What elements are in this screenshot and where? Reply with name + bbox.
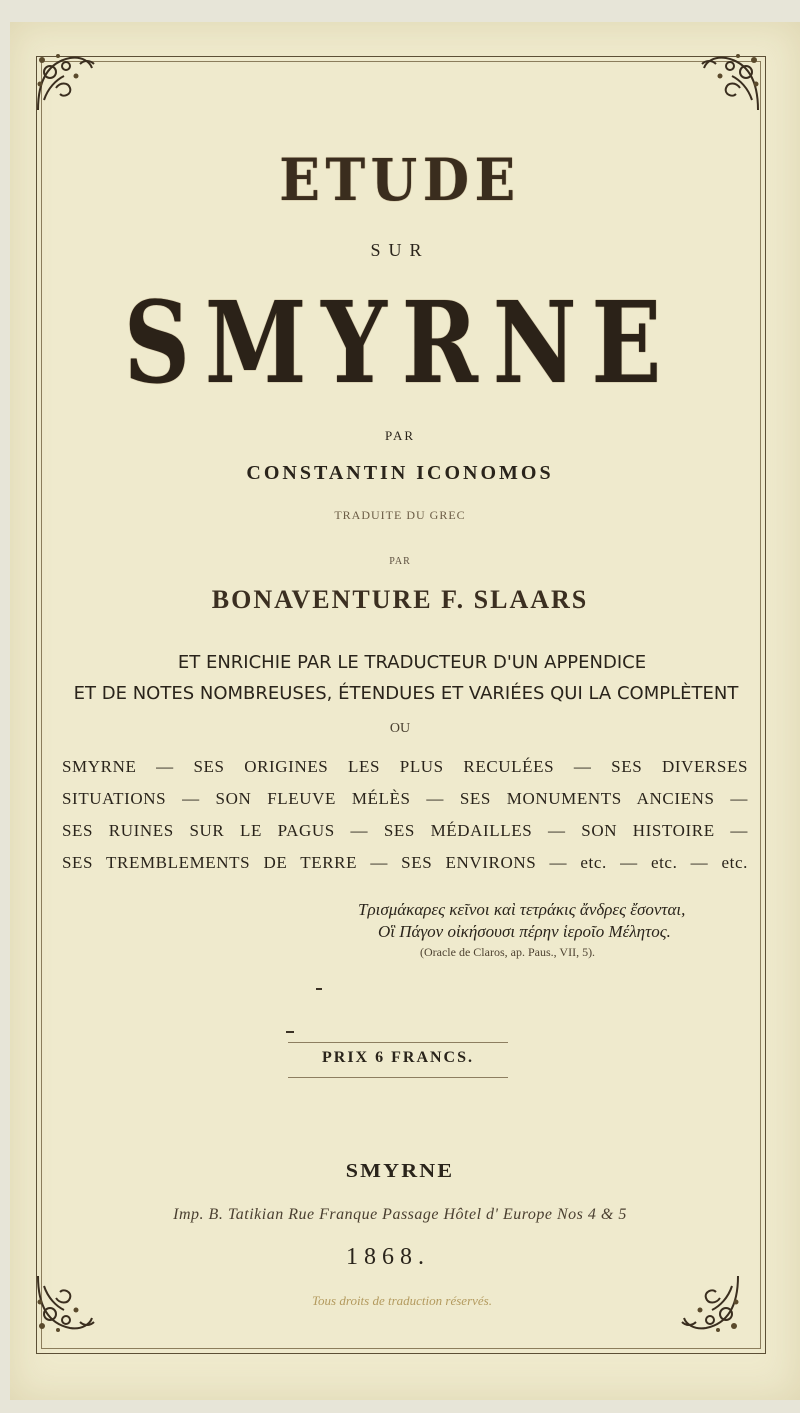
enrichment-line-1: ET ENRICHIE PAR LE TRADUCTEUR D'UN APPENDICE — [177, 652, 647, 673]
by-label: PAR — [384, 428, 416, 443]
corner-ornament-top-right — [696, 48, 766, 118]
epigraph-source: (Oracle de Claros, ap. Paus., VII, 5). — [420, 945, 596, 959]
subtitle-line-2: SITUATIONS — SON FLEUVE MÉLÈS — SES MONUMENTS ANCIENS — — [62, 789, 748, 808]
subtitle-line-3: SES RUINES SUR LE PAGUS — SES MÉDAILLES — SON HISTOIRE — — [62, 821, 748, 840]
title-etude: ETUDE — [279, 146, 521, 214]
author-name: CONSTANTIN ICONOMOS — [246, 462, 554, 484]
subtitle-line-4: SES TREMBLEMENTS DE TERRE — SES ENVIRONS — etc. — etc. — etc. — [62, 853, 748, 872]
subtitle-line-1: SMYRNE — SES ORIGINES LES PLUS RECULÉES — SES DIVERSES — [62, 757, 748, 776]
translator-name: BONAVENTURE F. SLAARS — [211, 585, 589, 614]
or-label: OU — [389, 721, 411, 736]
epigraph-line-2: Οἳ Πάγον οἰκήσουσι πέρην ἱεροῖο Μέλητος. — [378, 922, 671, 941]
corner-ornament-top-left — [30, 48, 100, 118]
by-label-translator: PAR — [389, 556, 411, 567]
price: PRIX 6 FRANCS. — [322, 1049, 474, 1066]
ink-speck — [316, 988, 322, 990]
epigraph-line-1: Τρισμάκαρες κεῖνοι καὶ τετράκις ἄνδρες ἔσονται, — [358, 900, 686, 919]
enrichment-line-2: ET DE NOTES NOMBREUSES, ÉTENDUES ET VARIÉES QUI LA COMPLÈTENT — [73, 683, 739, 704]
imprint-address: Imp. B. Tatikian Rue Franque Passage Hôtel d' Europe Nos 4 & 5 — [173, 1206, 627, 1223]
publication-year: 1868. — [346, 1244, 430, 1270]
title-smyrne: SMYRNE — [123, 278, 677, 409]
title-sur: SUR — [370, 240, 430, 260]
ink-speck — [286, 1031, 294, 1033]
translated-note: TRADUITE DU GREC — [334, 508, 466, 522]
imprint-city: SMYRNE — [345, 1160, 455, 1182]
rights-notice: Tous droits de traduction réservés. — [312, 1293, 492, 1308]
